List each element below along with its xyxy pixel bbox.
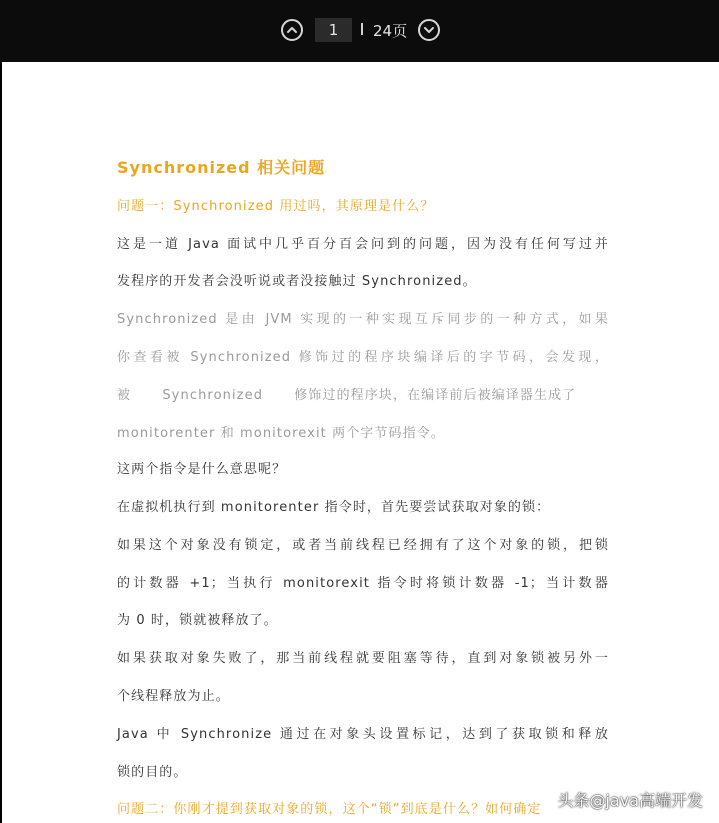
paragraph-line: Synchronized 是由 JVM 实现的一种实现互斥同步的一种方式，如果 — [117, 312, 609, 327]
question-two: 问题二：你刚才提到获取对象的锁，这个“锁”到底是什么？如何确定 — [117, 802, 542, 817]
watermark: 头条@java高端开发 — [557, 791, 703, 810]
page-number-input[interactable] — [315, 18, 352, 42]
page-separator — [361, 23, 363, 35]
section-heading: Synchronized 相关问题 — [117, 158, 326, 177]
paragraph-line: Java 中 Synchronize 通过在对象头设置标记，达到了获取锁和释放 — [117, 727, 609, 742]
paragraph-line: 个线程释放为止。 — [117, 689, 230, 704]
document-page — [2, 62, 719, 823]
paragraph-line: 被 Synchronized 修饰过的程序块，在编译前后被编译器生成了 — [117, 388, 577, 403]
paragraph-line: 为 0 时，锁就被释放了。 — [117, 613, 278, 628]
paragraph-line: 这两个指令是什么意思呢？ — [117, 462, 287, 477]
paragraph-line: 这是一道 Java 面试中几乎百分百会问到的问题，因为没有任何写过并 — [117, 237, 609, 252]
paragraph-line: 如果这个对象没有锁定，或者当前线程已经拥有了这个对象的锁，把锁 — [117, 538, 609, 553]
paragraph-line: 如果获取对象失败了，那当前线程就要阻塞等待，直到对象锁被另外一 — [117, 651, 609, 666]
question-one: 问题一：Synchronized 用过吗，其原理是什么？ — [117, 199, 435, 214]
paragraph-line: 的计数器 +1；当执行 monitorexit 指令时将锁计数器 -1；当计数器 — [117, 576, 609, 591]
chevron-down-icon — [423, 24, 435, 36]
total-pages: 24页 — [373, 22, 408, 40]
next-page-button[interactable] — [418, 19, 440, 41]
paragraph-line: 你查看被 Synchronized 修饰过的程序块编译后的字节码，会发现， — [117, 350, 609, 365]
paragraph-line: 在虚拟机执行到 monitorenter 指令时，首先要尝试获取对象的锁： — [117, 500, 551, 515]
paragraph-line: 发程序的开发者会没听说或者没接触过 Synchronized。 — [117, 274, 477, 289]
page-toolbar — [0, 0, 719, 62]
paragraph-line: monitorenter 和 monitorexit 两个字节码指令。 — [117, 426, 445, 441]
paragraph-line: 锁的目的。 — [117, 765, 188, 780]
previous-page-button[interactable] — [281, 19, 303, 41]
chevron-up-icon — [286, 24, 298, 36]
